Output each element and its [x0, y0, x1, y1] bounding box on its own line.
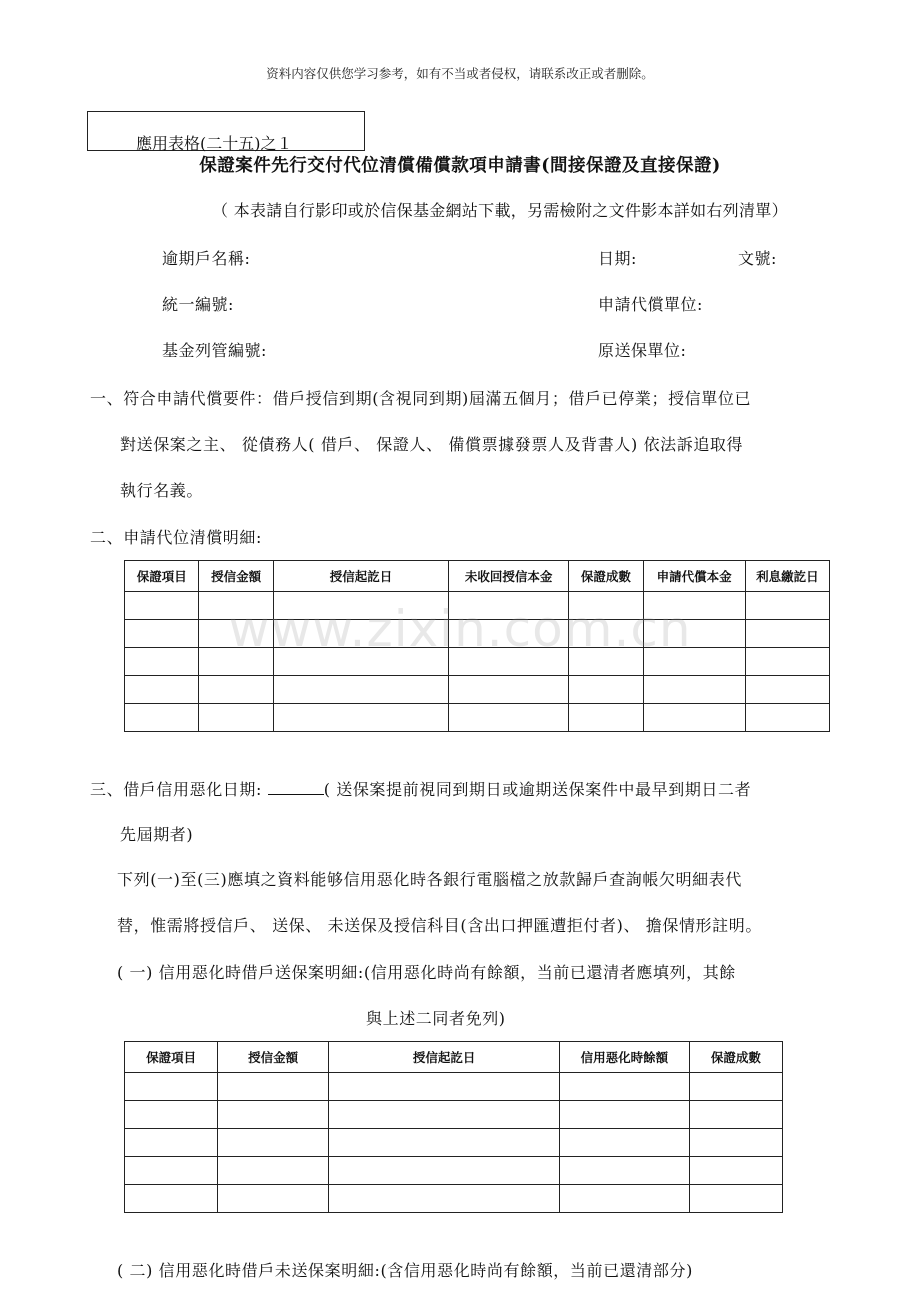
- table-header: 保證項目: [125, 561, 199, 592]
- table-row: [125, 1101, 783, 1129]
- table-header: 利息繳訖日: [745, 561, 829, 592]
- section3-note2: 替，惟需將授信戶、 送保、 未送保及授信科目(含出口押匯遭拒付者)、 擔保情形註明。: [117, 916, 762, 935]
- table-header: 授信起訖日: [329, 1042, 560, 1073]
- date-blank-field[interactable]: [268, 780, 324, 795]
- section3-line1: [90, 777, 751, 800]
- subsection1-line1: ( 一) 信用惡化時借戶送保案明細:(信用惡化時尚有餘額，当前已還清者應填列，其餘: [117, 963, 736, 982]
- table-header: 保證成數: [569, 561, 643, 592]
- section3-note1: 下列(一)至(三)應填之資料能够信用惡化時各銀行電腦檔之放款歸戶查詢帳欠明細表代: [117, 870, 742, 889]
- guaranteed-cases-table: [124, 1041, 783, 1213]
- subsection1-line2: 與上述二同者免列): [366, 1009, 506, 1028]
- document-subtitle: （ 本表請自行影印或於信保基金網站下載，另需檢附之文件影本詳如右列清單）: [212, 201, 788, 220]
- field-unified-no: 統一編號:: [162, 295, 234, 314]
- section1-line1: 一、符合申請代償要件：借戶授信到期(含視同到期)屆滿五個月；借戶已停業；授信單位已: [90, 389, 752, 408]
- field-borrower-name: 逾期戶名稱:: [162, 249, 251, 268]
- subsection2-heading: ( 二) 信用惡化時借戶未送保案明細:(含信用惡化時尚有餘額，当前已還清部分): [117, 1261, 693, 1280]
- table-row: [125, 704, 830, 732]
- table-row: [125, 1157, 783, 1185]
- field-apply-unit: 申請代償單位:: [598, 295, 703, 314]
- field-date: 日期:: [598, 249, 637, 268]
- section3-line2: 先屆期者): [120, 825, 194, 844]
- field-doc-no: 文號:: [738, 249, 777, 268]
- section3-date-note: ( 送保案提前視同到期日或逾期送保案件中最早到期日二者: [323, 780, 752, 799]
- table-row: [125, 1073, 783, 1101]
- document-title: 保證案件先行交付代位清償備償款項申請書(間接保證及直接保證): [199, 156, 721, 176]
- table-header: 保證項目: [125, 1042, 218, 1073]
- section2-heading: 二、申請代位清償明細:: [90, 528, 262, 547]
- table-row: [125, 676, 830, 704]
- table-header: 申請代償本金: [643, 561, 745, 592]
- table-row: [125, 1185, 783, 1213]
- section1-line3: 執行名義。: [120, 481, 204, 500]
- form-label: 應用表格(二十五)之１: [136, 134, 293, 153]
- table-header: 未收回授信本金: [449, 561, 569, 592]
- header-disclaimer: 资料内容仅供您学习参考，如有不当或者侵权，请联系改正或者删除。: [266, 66, 654, 81]
- table-row: [125, 1129, 783, 1157]
- table-header: 信用惡化時餘額: [559, 1042, 689, 1073]
- section3-date-label: 三、借戶信用惡化日期:: [90, 780, 262, 799]
- section1-line2: 對送保案之主、 從債務人( 借戶、 保證人、 備償票據發票人及背書人) 依法訴追取得: [120, 435, 744, 454]
- table-header: 授信金額: [218, 1042, 329, 1073]
- form-label-box: [87, 111, 365, 151]
- table-header: 授信金額: [199, 561, 273, 592]
- field-orig-unit: 原送保單位:: [598, 341, 687, 360]
- table-header: 保證成數: [689, 1042, 782, 1073]
- table-header: 授信起訖日: [273, 561, 448, 592]
- field-fund-no: 基金列管編號:: [162, 341, 267, 360]
- watermark: www.zixin.com.cn: [228, 600, 692, 658]
